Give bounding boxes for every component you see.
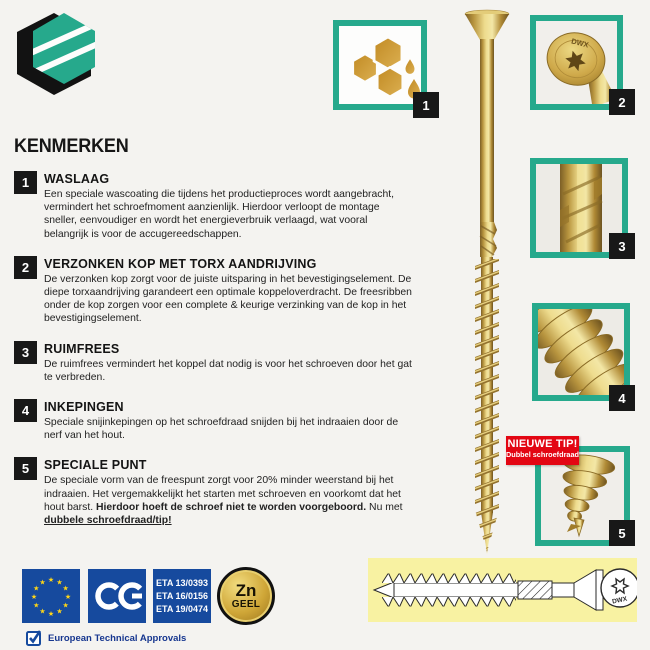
callout-number-badge: 1 (413, 92, 439, 118)
feature-body: De ruimfrees vermindert het koppel dat nodig is voor het schroeven door het gat te verbreden. (44, 358, 412, 383)
feature-waslaag (14, 171, 412, 241)
callout-number-badge: 4 (609, 385, 635, 411)
technical-drawing-panel (368, 558, 637, 622)
svg-text:★: ★ (47, 576, 55, 584)
feature-number-badge: 4 (14, 399, 37, 422)
hexagon-logo (14, 10, 102, 96)
head-stamp-text: DWX (570, 36, 590, 50)
eta-approvals-box (153, 569, 211, 623)
approvals-row (26, 630, 186, 646)
svg-text:★: ★ (33, 584, 40, 593)
svg-text:★: ★ (39, 578, 46, 587)
checkbox-check-icon (26, 630, 43, 646)
svg-text:★: ★ (47, 610, 55, 618)
eta-line: ETA 16/0156 (155, 591, 209, 601)
svg-text:★: ★ (33, 601, 40, 610)
feature-body: De verzonken kop zorgt voor de juiste uitsparing in het bevestigingselement. De diepe torxaandrijving garandeert een optimale koppeloverdracht. De freesribben onder de kop zorgen voor een complete & keurige verzinking van de kop in het bevestigingselement. (44, 273, 412, 325)
drawing-head-stamp: DWX (611, 595, 628, 606)
feature-title: RUIMFREES (44, 341, 120, 356)
features-list (14, 171, 412, 542)
svg-text:★: ★ (56, 578, 63, 587)
callout-number-badge: 5 (609, 520, 635, 546)
wax-honeycomb-icon (339, 26, 421, 104)
callout-number-badge: 3 (609, 233, 635, 259)
feature-number-badge: 2 (14, 256, 37, 279)
feature-title: SPECIALE PUNT (44, 458, 147, 473)
feature-ruimfrees (14, 341, 412, 384)
eta-line: ETA 19/0474 (155, 604, 209, 614)
zn-color-label: GEEL (231, 599, 261, 610)
screw-head-photo (536, 21, 617, 104)
svg-text:★: ★ (56, 607, 63, 616)
feature-title: VERZONKEN KOP MET TORX AANDRIJVING (44, 256, 317, 271)
svg-text:★: ★ (30, 593, 38, 601)
new-tip-subtitle: Dubbel schroefdraad (506, 450, 579, 459)
feature-body: De speciale vorm van de freespunt zorgt voor 20% minder weerstand bij het indraaien. Het vergemakkelijkt het starten met schroeven en voorkomt dat het hout barst. Hierdoor hoeft de schroef niet te worden voorgeboord. Nu met dubbele schroefdraad/tip! (44, 475, 403, 527)
callout-number-badge: 2 (609, 89, 635, 115)
svg-text:★: ★ (64, 593, 72, 601)
product-screw-image (437, 8, 537, 556)
svg-text:★: ★ (39, 607, 46, 616)
feature-body: Een speciale wascoating die tijdens het productieproces wordt aangebracht, vermindert het schroefmoment aanzienlijk. Hierdoor verloopt de montage sneller, eenvoudiger en wordt het energieverbruik verlaagd, wat vooral belangrijk is voor de accugereedschappen. (44, 189, 395, 240)
feature-body: Speciale snijinkepingen op het schroefdraad snijden bij het indraaien door de nerf van het hout. (44, 417, 399, 442)
page-title: KENMERKEN (14, 136, 129, 157)
feature-number-badge: 1 (14, 171, 37, 194)
feature-speciale-punt (14, 457, 412, 527)
svg-text:★: ★ (62, 584, 69, 593)
feature-title: INKEPINGEN (44, 400, 124, 415)
approvals-label: European Technical Approvals (48, 633, 187, 644)
zn-geel-coin (217, 567, 275, 625)
technical-drawing (368, 558, 637, 622)
feature-number-badge: 5 (14, 457, 37, 480)
svg-text:★: ★ (62, 601, 69, 610)
zn-symbol: Zn (235, 581, 257, 600)
ce-mark (88, 569, 146, 623)
new-tip-title: NIEUWE TIP! (507, 438, 578, 450)
feature-inkepingen (14, 399, 412, 442)
feature-title: WASLAAG (44, 172, 110, 186)
feature-verzonken-kop (14, 256, 412, 326)
eta-line: ETA 13/0393 (155, 578, 209, 588)
feature-number-badge: 3 (14, 341, 37, 364)
eu-flag (22, 569, 80, 623)
thread-notches-photo (538, 309, 624, 395)
new-tip-badge (506, 436, 579, 465)
